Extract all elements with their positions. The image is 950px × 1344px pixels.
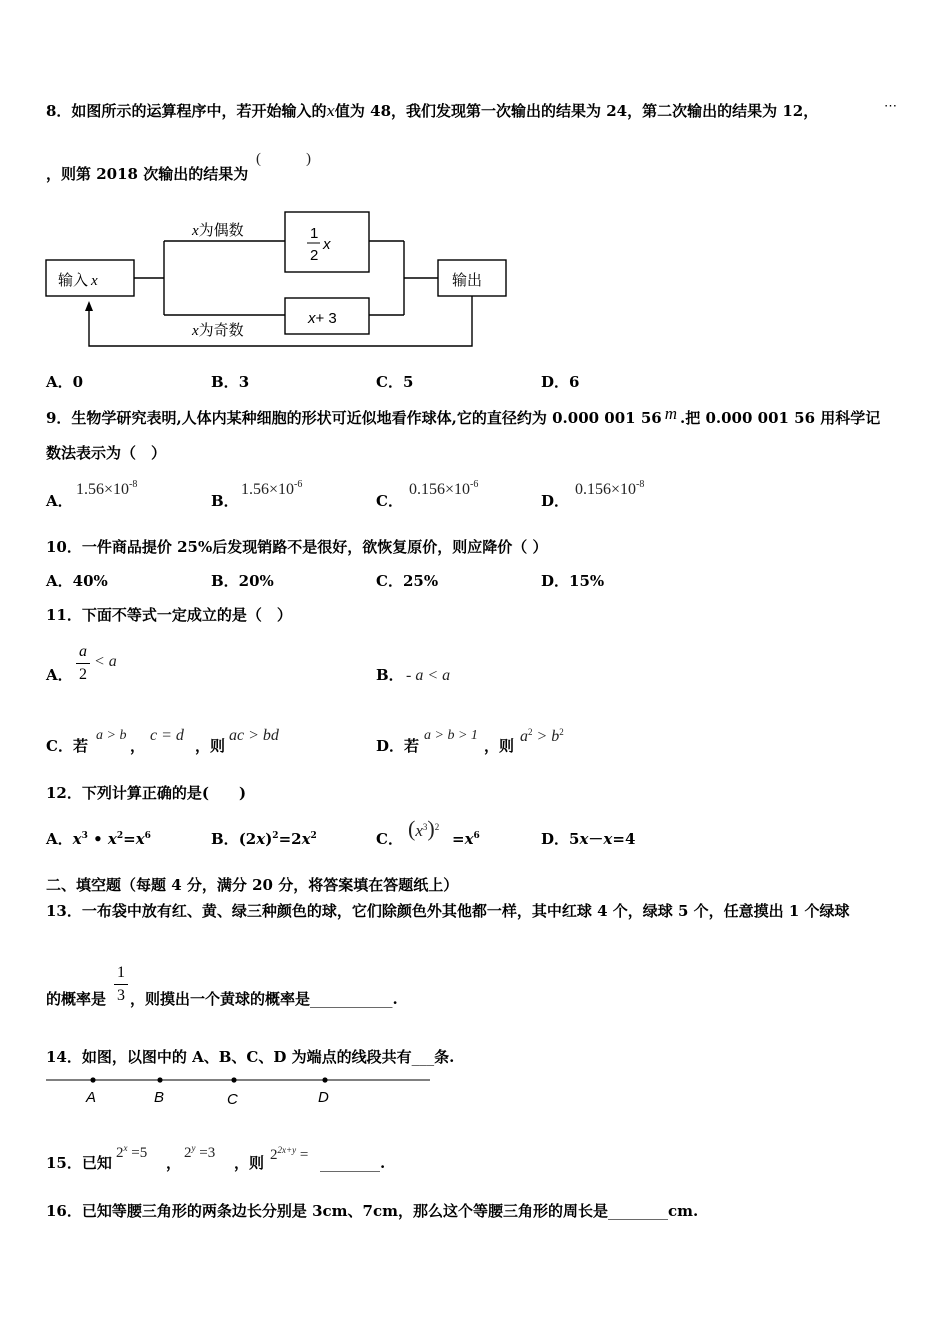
q15-expr1: $2^x =5$ — [116, 1143, 148, 1161]
q9-option-a-expr: $1.56\times 10^{-8}$ — [76, 479, 138, 498]
q11-option-c-expr1: a > b — [96, 728, 127, 743]
q8-option-b: B．3 — [211, 373, 250, 391]
q11-option-a-fraction: a 2 — [76, 644, 90, 683]
q11-option-a-rest: < a — [94, 653, 117, 670]
q10-option-b: B．20% — [211, 572, 274, 590]
q10-option-a: A．40% — [46, 572, 108, 590]
odd-label: x为奇数 — [192, 322, 244, 339]
q15-expr3: $2^{2x+y}$ = — [270, 1145, 309, 1163]
point-b — [157, 1077, 162, 1082]
q9-option-c-expr: $0.156\times 10^{-6}$ — [409, 479, 479, 498]
q11-option-d-label: D．若 — [376, 737, 420, 755]
q8-option-c: C．5 — [376, 373, 414, 391]
q11-option-c-comma: ， — [130, 737, 146, 755]
q11-option-d-then: ，则 — [484, 737, 515, 755]
q9-line2: 数法表示为（ ） — [46, 444, 167, 462]
q10-option-c: C．25% — [376, 572, 439, 590]
q13-fraction: 1 3 — [114, 965, 128, 1004]
q16-stem: 16．已知等腰三角形的两条边长分别是 3cm、7cm，那么这个等腰三角形的周长是________cm. — [46, 1202, 699, 1220]
q9-option-a-label: A． — [46, 492, 73, 510]
q11-option-d-expr2: $a^2 > b^2$ — [520, 727, 564, 745]
plus3-label: x+ 3 — [308, 310, 337, 327]
q8-flowchart — [40, 205, 520, 355]
output-label: 输出 — [452, 272, 483, 289]
label-d: D — [318, 1089, 329, 1106]
q8-paren: ( ) — [256, 151, 311, 167]
q12-option-c-label: C． — [376, 830, 403, 848]
q11-option-a-label: A． — [46, 666, 73, 684]
q15-comma: ， — [166, 1154, 182, 1172]
q12-option-a: A．$x^3$ • $x^2=x^6$ — [46, 830, 151, 848]
even-label: x为偶数 — [192, 222, 244, 239]
q11-option-c-expr3: ac > bd — [229, 727, 279, 744]
q11-option-d-expr1: a > b > 1 — [424, 728, 478, 743]
q12-option-c-result: $=x^6$ — [452, 830, 480, 848]
q15-answer: ________. — [320, 1154, 386, 1172]
q13-line2-b: ，则摸出一个黄球的概率是___________. — [130, 990, 398, 1008]
q15-then: ，则 — [234, 1154, 265, 1172]
q15-expr2: $2^y =3$ — [184, 1143, 216, 1161]
q8-line2: ，则第 2018 次输出的结果为 — [46, 165, 249, 183]
q10-option-d: D．15% — [541, 572, 605, 590]
q9-option-b-label: B． — [211, 492, 239, 510]
point-d — [322, 1077, 327, 1082]
section2-title: 二、填空题（每题 4 分，满分 20 分，将答案填在答题纸上） — [46, 876, 459, 894]
q12-option-c-expr: $(x^3)^2$ — [408, 816, 440, 841]
q9-option-d-expr: $0.156\times 10^{-8}$ — [575, 479, 645, 498]
q11-option-c-expr2: c = d — [150, 727, 184, 744]
q9-line1: 9．生物学研究表明,人体内某种细胞的形状可近似地看作球体,它的直径约为 0.000 001 56 m .把 0.000 001 56 用科学记 — [46, 404, 881, 427]
input-label: 输入 x — [58, 272, 98, 289]
q8-option-d: D．6 — [541, 373, 580, 391]
q12-option-b: B．$(2x)^2=2x^2$ — [211, 830, 317, 848]
q12-stem: 12．下列计算正确的是( ) — [46, 784, 247, 802]
q12-option-d: D．5x－x=4 — [541, 830, 636, 848]
label-c: C — [227, 1091, 238, 1108]
q11-stem: 11．下面不等式一定成立的是（ ） — [46, 606, 292, 624]
q14-segment-figure — [40, 1072, 440, 1112]
q13-line1: 13．一布袋中放有红、黄、绿三种颜色的球，它们除颜色外其他都一样，其中红球 4 个，绿球 5 个，任意摸出 1 个绿球 — [46, 902, 850, 920]
q8-option-a: A．0 — [46, 373, 84, 391]
label-b: B — [154, 1089, 165, 1106]
q14-stem: 14．如图，以图中的 A、B、C、D 为端点的线段共有___条. — [46, 1048, 455, 1066]
q8-line1: 8．如图所示的运算程序中，若开始输入的x值为 48，我们发现第一次输出的结果为 24，第二次输出的结果为 12， — [46, 102, 819, 120]
q11-option-c-label: C．若 — [46, 737, 88, 755]
q8-ellipsis: ⋯ — [884, 99, 897, 114]
q11-option-b-label: B． — [376, 666, 404, 684]
q10-stem: 10．一件商品提价 25%后发现销路不是很好，欲恢复原价，则应降价（ ） — [46, 538, 548, 556]
label-a: A — [86, 1089, 97, 1106]
point-c — [231, 1077, 236, 1082]
half-x: x — [323, 236, 331, 253]
q11-option-b-expr: - a < a — [406, 667, 451, 684]
q9-option-b-expr: $1.56\times 10^{-6}$ — [241, 479, 303, 498]
q13-line2-a: 的概率是 — [46, 990, 107, 1008]
arrow-up-icon — [85, 301, 93, 311]
half-num: 1 — [310, 225, 319, 242]
point-a — [90, 1077, 95, 1082]
q9-option-d-label: D． — [541, 492, 570, 510]
half-den: 2 — [310, 247, 319, 264]
q11-option-c-then: ，则 — [195, 737, 226, 755]
q15-label: 15．已知 — [46, 1154, 112, 1172]
q9-option-c-label: C． — [376, 492, 403, 510]
